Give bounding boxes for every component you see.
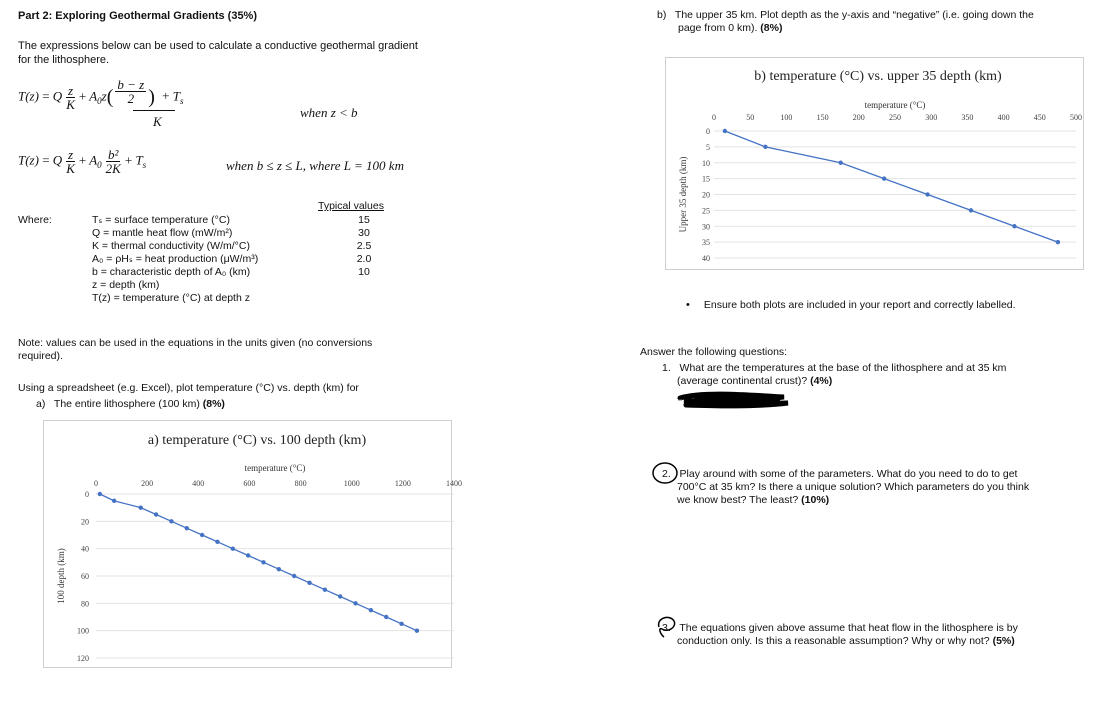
x-tick-label: 350	[961, 113, 974, 122]
x-tick-label: 1000	[343, 479, 360, 488]
q2-circled-annotation	[652, 461, 682, 487]
data-point	[185, 526, 189, 530]
data-point	[353, 601, 357, 605]
question-3	[662, 622, 1082, 648]
q1-number: 1.	[662, 362, 671, 374]
q2-line-2: 700°C at 35 km? Is there a unique solution? Which parameters do you think	[677, 481, 1030, 493]
x-tick-label: 150	[816, 113, 829, 122]
q3-number: 3.	[662, 622, 671, 635]
param-a0: A₀ = ρHₛ = heat production (μW/m³)	[92, 253, 259, 265]
equation-1: T(z) = Q $\frac{z}{K}$ + $A_0z$( $\frac{b - z}{2}$ ) K + $T_s$	[18, 77, 184, 129]
x-tick-label: 0	[94, 479, 98, 488]
item-b-marks: (8%)	[760, 22, 783, 34]
y-tick-label: 100	[77, 626, 89, 636]
q2-number: 2.	[662, 468, 671, 481]
x-tick-label: 1400	[446, 479, 462, 488]
typical-value: 10	[358, 266, 370, 278]
q2-line-3: we know best? The least?	[677, 494, 799, 506]
q3-marks: (5%)	[992, 635, 1015, 647]
y-tick-label: 0	[706, 127, 710, 136]
part-heading: Part 2: Exploring Geothermal Gradients (35%)	[18, 10, 258, 22]
item-a	[36, 398, 225, 411]
intro-line-2: for the lithosphere.	[18, 54, 110, 66]
data-point	[384, 615, 388, 619]
y-tick-label: 35	[702, 238, 710, 248]
data-point	[723, 129, 727, 133]
y-tick-label: 20	[702, 190, 710, 200]
y-tick-label: 5	[706, 142, 710, 152]
y-tick-label: 120	[77, 654, 89, 663]
x-tick-label: 800	[294, 479, 307, 488]
y-tick-label: 40	[81, 544, 89, 554]
chart-a-frame	[43, 420, 462, 668]
note-line-1: Note: values can be used in the equations in the units given (no conversions	[18, 337, 373, 349]
data-point	[98, 492, 102, 496]
y-tick-label: 60	[81, 572, 89, 581]
item-a-marks: (8%)	[202, 398, 225, 410]
item-b-line-1: The upper 35 km. Plot depth as the y-axis and “negative” (i.e. going down the	[674, 9, 1034, 21]
data-point	[215, 540, 219, 544]
x-tick-label: 50	[746, 113, 755, 122]
x-tick-label: 100	[780, 113, 793, 122]
data-point	[246, 553, 250, 557]
data-point	[261, 560, 265, 564]
typical-value: 30	[358, 227, 370, 239]
x-tick-label: 500	[1070, 113, 1082, 122]
param-ts: Tₛ = surface temperature (°C)	[92, 214, 230, 226]
param-tz: T(z) = temperature (°C) at depth z	[92, 292, 250, 304]
data-point	[925, 192, 929, 196]
data-point	[399, 622, 403, 626]
note-line-2: required).	[18, 350, 63, 362]
data-point	[231, 546, 235, 550]
data-point	[307, 581, 311, 585]
spreadsheet-intro: Using a spreadsheet (e.g. Excel), plot temperature (°C) vs. depth (km) for	[18, 382, 359, 394]
data-point	[112, 499, 116, 503]
data-point	[415, 628, 419, 632]
equation-1-condition: when z < b	[300, 105, 358, 120]
data-point	[139, 505, 143, 509]
q1-marks: (4%)	[810, 375, 833, 387]
x-axis-title: temperature (°C)	[244, 463, 306, 473]
data-point	[763, 145, 767, 149]
data-point	[292, 574, 296, 578]
data-point	[323, 587, 327, 591]
q1-line-2: (average continental crust)?	[677, 375, 808, 387]
chart-b-frame	[665, 57, 1084, 270]
x-tick-label: 600	[243, 479, 256, 488]
data-point	[839, 161, 843, 165]
data-point	[1012, 224, 1016, 228]
chart-a	[44, 421, 462, 667]
q3-circled-annotation	[654, 613, 680, 639]
data-point	[200, 533, 204, 537]
y-axis-title: 100 depth (km)	[56, 548, 66, 604]
where-label: Where:	[18, 214, 52, 226]
x-tick-label: 200	[141, 479, 154, 488]
data-point	[969, 208, 973, 212]
x-tick-label: 200	[852, 113, 865, 122]
x-tick-label: 250	[889, 113, 901, 122]
chart-title: a) temperature (°C) vs. 100 depth (km)	[147, 433, 367, 448]
y-tick-label: 15	[702, 174, 710, 184]
param-q: Q = mantle heat flow (mW/m²)	[92, 227, 233, 239]
typical-value: 2.0	[356, 253, 372, 265]
q2-marks: (10%)	[801, 494, 830, 506]
y-tick-label: 10	[702, 158, 710, 168]
y-axis-title: Upper 35 depth (km)	[678, 156, 688, 233]
item-b-label: b)	[657, 9, 667, 21]
series-line	[725, 131, 1058, 242]
data-point	[338, 594, 342, 598]
param-z: z = depth (km)	[92, 279, 160, 291]
typical-value: 2.5	[356, 240, 372, 252]
item-a-label: a)	[36, 398, 46, 410]
bullet-text: Ensure both plots are included in your report and correctly labelled.	[703, 299, 1016, 311]
x-tick-label: 450	[1033, 113, 1046, 122]
data-point	[1056, 240, 1060, 244]
y-tick-label: 40	[702, 254, 710, 263]
x-tick-label: 1200	[394, 479, 411, 488]
item-b-line-2: page from 0 km).	[678, 22, 758, 34]
y-tick-label: 20	[81, 517, 89, 527]
data-point	[277, 567, 281, 571]
x-tick-label: 400	[997, 113, 1010, 122]
chart-b	[666, 58, 1083, 269]
chart-title: b) temperature (°C) vs. upper 35 depth (km)	[754, 69, 1002, 84]
x-tick-label: 400	[192, 479, 205, 488]
y-tick-label: 25	[702, 206, 710, 216]
note-text	[18, 337, 438, 363]
intro-line-1: The expressions below can be used to calculate a conductive geothermal gradient	[18, 40, 418, 52]
question-2	[662, 468, 1082, 507]
q3-line-1: The equations given above assume that heat flow in the lithosphere is by	[679, 622, 1018, 634]
data-point	[169, 519, 173, 523]
equation-2: T(z) = Q $\frac{z}{K}$ + $A_0$ $\frac{\text{b²}}{2K}$ + $T_s$	[18, 147, 147, 176]
x-axis-title: temperature (°C)	[864, 100, 926, 110]
bullet-item	[686, 299, 1016, 312]
x-tick-label: 0	[712, 113, 716, 122]
x-tick-label: 300	[925, 113, 938, 122]
item-b	[657, 9, 1087, 35]
item-a-text: The entire lithosphere (100 km)	[53, 398, 200, 410]
typical-values-list	[340, 214, 388, 279]
y-tick-label: 80	[81, 599, 89, 609]
y-tick-label: 30	[702, 222, 710, 232]
bullet-dot: •	[686, 299, 690, 311]
typical-values-header: Typical values	[318, 200, 384, 212]
y-tick-label: 0	[85, 490, 89, 499]
data-point	[369, 608, 373, 612]
equation-2-condition: when b ≤ z ≤ L, where L = 100 km	[226, 158, 404, 173]
questions-intro: Answer the following questions:	[640, 346, 788, 358]
q3-line-2: conduction only. Is this a reasonable assumption? Why or why not?	[677, 635, 990, 647]
parameter-list	[92, 214, 258, 305]
q2-line-1: Play around with some of the parameters. What do you need to do to get	[679, 468, 1018, 480]
param-b: b = characteristic depth of A₀ (km)	[92, 266, 251, 278]
param-k: K = thermal conductivity (W/m/°C)	[92, 240, 250, 252]
data-point	[154, 512, 158, 516]
typical-value: 15	[358, 214, 370, 226]
question-1	[662, 362, 1082, 388]
intro-text	[18, 39, 448, 67]
data-point	[882, 176, 886, 180]
q1-line-1: What are the temperatures at the base of the lithosphere and at 35 km	[679, 362, 1007, 374]
scribble-redaction	[676, 389, 796, 411]
